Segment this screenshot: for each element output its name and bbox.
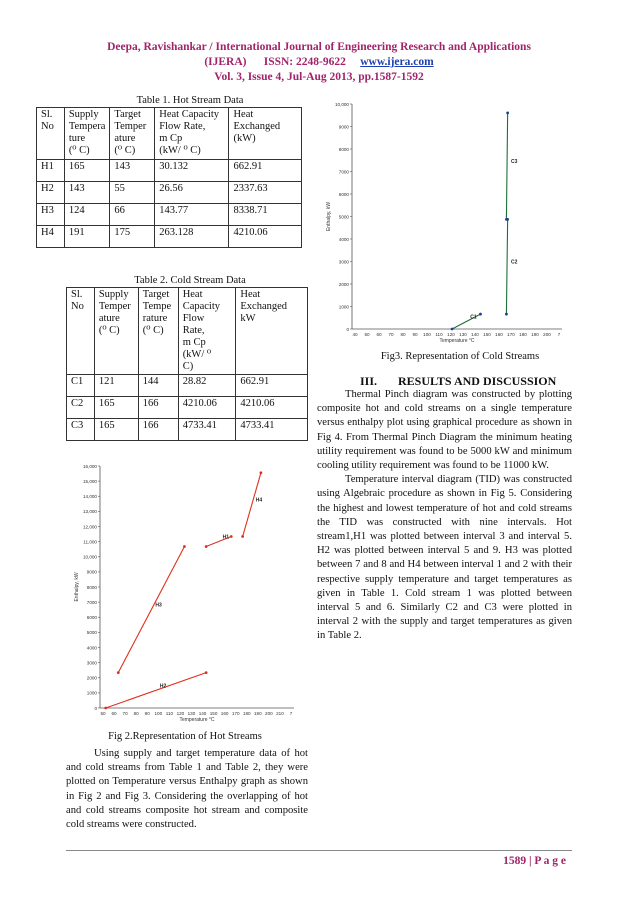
table-cell: 263.128 xyxy=(155,226,229,248)
header-line: Capacity xyxy=(182,301,221,312)
y-tick-label: 6000 xyxy=(86,615,97,621)
y-tick-label: 1000 xyxy=(338,304,349,310)
x-tick-label: 120 xyxy=(176,711,185,716)
header-issn: ISSN: 2248-9622 xyxy=(263,56,346,68)
hot-stream-table xyxy=(36,107,302,248)
table-header-cell xyxy=(67,288,95,375)
series-startpoint-c3 xyxy=(505,218,508,221)
x-tick-label: 90 xyxy=(412,332,418,337)
x-tick-label: 120 xyxy=(447,332,455,337)
table-header-row xyxy=(37,108,302,160)
x-tick-label: 50 xyxy=(100,711,106,716)
x-tick-label: 160 xyxy=(495,332,503,337)
header-line: (kW/ ⁰ C) xyxy=(159,145,201,156)
x-tick-label: 110 xyxy=(165,711,174,716)
header-line: Temper xyxy=(98,301,131,312)
section-number: III. xyxy=(360,374,378,388)
header-line: ture xyxy=(68,133,86,144)
header-line: Heat Capacity xyxy=(159,109,220,120)
table-header-row xyxy=(67,288,308,375)
header-line: Rate, xyxy=(182,325,205,336)
header-line: No xyxy=(71,301,84,312)
x-tick-label: 190 xyxy=(531,332,539,337)
y-tick-label: 10,000 xyxy=(334,101,349,107)
series-endpoint-h2 xyxy=(205,671,208,674)
header-ijera: (IJERA) xyxy=(204,56,247,68)
x-tick-label: 180 xyxy=(519,332,527,337)
series-label: C2 xyxy=(511,259,518,266)
table-cell: 26.56 xyxy=(155,182,229,204)
table-cell: 143 xyxy=(64,182,110,204)
y-tick-label: 16,000 xyxy=(82,463,97,469)
table-header-cell xyxy=(178,288,236,375)
table-cell: 165 xyxy=(94,419,138,441)
table-cell: H1 xyxy=(37,160,65,182)
left-paragraph xyxy=(66,747,308,832)
series-endpoint-c1 xyxy=(479,313,482,316)
series-label: C1 xyxy=(470,314,477,321)
table-cell: 124 xyxy=(64,204,110,226)
x-tick-label: 210 xyxy=(276,711,284,716)
header-line: Target xyxy=(114,109,141,120)
table-cell: 8338.71 xyxy=(229,204,302,226)
header-line: Heat xyxy=(240,289,261,300)
x-tick-label: 160 xyxy=(220,711,229,716)
table-cell: C1 xyxy=(67,375,95,397)
table-cell: 662.91 xyxy=(236,375,308,397)
x-tick-label: 80 xyxy=(400,332,406,337)
series-label: C3 xyxy=(511,159,518,166)
y-tick-label: 10,000 xyxy=(82,554,97,560)
table-cell: 4210.06 xyxy=(236,397,308,419)
header-line: Heat xyxy=(182,289,203,300)
table-header-cell xyxy=(236,288,308,375)
results-paragraph-1: Thermal Pinch diagram was constructed by plotting composite hot and cold streams on a single temperature versus enthalpy plot using graphical procedure as shown in Fig 4. From Thermal Pinch Diagram the minimum heating utility requirement was found to be 5000 kW and minimum cooling utility requirement was found to be 11000 kW. xyxy=(317,389,572,472)
series-endpoint-h3 xyxy=(183,545,186,548)
series-startpoint-c1 xyxy=(451,328,454,331)
table-row xyxy=(67,419,308,441)
series-startpoint-h1 xyxy=(205,545,208,548)
x-tick-label: 190 xyxy=(253,711,262,716)
x-axis-label: Temperature °C xyxy=(439,338,475,344)
series-label: H1 xyxy=(222,534,230,541)
header-line: rature xyxy=(142,313,168,324)
table-cell: 28.82 xyxy=(178,375,236,397)
y-tick-label: 9000 xyxy=(338,124,349,130)
table-cell: 144 xyxy=(138,375,178,397)
header-line: Tempe xyxy=(142,301,172,312)
table-cell: 143 xyxy=(110,160,155,182)
header-line: Exchanged xyxy=(233,121,281,132)
header-line: C) xyxy=(182,361,194,372)
table-cell: 191 xyxy=(64,226,110,248)
table-header-cell xyxy=(94,288,138,375)
header-line-1: Deepa, Ravishankar / International Journal of Engineering Research and Applications xyxy=(107,41,531,53)
table-header-cell xyxy=(64,108,110,160)
y-tick-label: 5000 xyxy=(338,214,349,220)
y-tick-label: 13,000 xyxy=(82,509,97,515)
x-tick-label: 200 xyxy=(265,711,273,716)
cold-streams-chart xyxy=(322,96,570,350)
x-tick-label: 7 xyxy=(289,711,293,716)
series-label: H2 xyxy=(159,683,167,690)
table-cell: 662.91 xyxy=(229,160,302,182)
header-line: (⁰ C) xyxy=(68,145,90,156)
series-line-h3 xyxy=(118,547,184,673)
y-tick-label: 1000 xyxy=(86,690,97,696)
x-tick-label: 60 xyxy=(376,332,382,337)
table-header-cell xyxy=(110,108,155,160)
series-endpoint-h1 xyxy=(230,535,233,538)
header-line: Supply xyxy=(68,109,99,120)
fig3-caption: Fig3. Representation of Cold Streams xyxy=(380,351,540,362)
section-title: RESULTS AND DISCUSSION xyxy=(398,374,557,388)
x-tick-label: 50 xyxy=(364,332,370,337)
y-tick-label: 15,000 xyxy=(82,478,97,484)
y-tick-label: 2000 xyxy=(86,675,97,681)
table-cell: 4733.41 xyxy=(236,419,308,441)
y-tick-label: 6000 xyxy=(338,191,349,197)
table-cell: 55 xyxy=(110,182,155,204)
table-cell: H4 xyxy=(37,226,65,248)
x-tick-label: 90 xyxy=(144,711,150,716)
series-startpoint-c2 xyxy=(505,313,508,316)
header-line: Target xyxy=(142,289,170,300)
x-tick-label: 70 xyxy=(122,711,128,716)
table2-caption: Table 2. Cold Stream Data xyxy=(134,275,246,286)
x-tick-label: 140 xyxy=(198,711,207,716)
footer-divider xyxy=(66,850,572,851)
y-tick-label: 9000 xyxy=(86,569,97,575)
header-line: kW xyxy=(240,313,256,324)
y-tick-label: 5000 xyxy=(86,630,97,636)
results-paragraph-2: Temperature interval diagram (TID) was constructed using Algebraic procedure as shown in Fig 5. Considering the highest and lowest temperature of hot and cold streams the TID was constructed with nine intervals. Hot stream1,H1 was plotted between interval 3 and interval 5. H2 was plotted between interval 5 and 9. H3 was plotted between 7 and 8 and H4 between interval 1 and 2 with their respective supply temperature and target temperatures as given in Table 1. Cold stream 1 was plotted between interval 5 and 6. Similarly C2 and C3 were plotted in interval 2 with the supply and target temperatures as given in Table 2. xyxy=(317,474,572,642)
table-row xyxy=(67,375,308,397)
table-row xyxy=(37,226,302,248)
table-cell: C2 xyxy=(67,397,95,419)
y-tick-label: 8000 xyxy=(86,584,97,590)
header-line: Exchanged xyxy=(240,301,288,312)
table-cell: 165 xyxy=(64,160,110,182)
header-line: No xyxy=(41,121,54,132)
series-line-c3 xyxy=(506,113,507,219)
header-line: (⁰ C) xyxy=(142,325,164,336)
table-cell: H3 xyxy=(37,204,65,226)
x-tick-label: 170 xyxy=(231,711,240,716)
series-line-h4 xyxy=(243,473,261,537)
header-line: m Cp xyxy=(182,337,206,348)
y-tick-label: 4000 xyxy=(86,645,97,651)
x-tick-label: 170 xyxy=(507,332,515,337)
y-tick-label: 11,000 xyxy=(83,539,97,545)
x-tick-label: 150 xyxy=(209,711,218,716)
fig2-caption: Fig 2.Representation of Hot Streams xyxy=(108,731,262,742)
x-tick-label: 70 xyxy=(388,332,394,337)
y-tick-label: 14,000 xyxy=(82,494,97,500)
table-header-cell xyxy=(138,288,178,375)
table-cell: 66 xyxy=(110,204,155,226)
header-line: (kW/ ⁰ xyxy=(182,349,212,360)
series-endpoint-c3 xyxy=(506,111,509,114)
header-line: (⁰ C) xyxy=(114,145,136,156)
hot-streams-chart xyxy=(62,458,302,726)
y-tick-label: 4000 xyxy=(338,236,349,242)
header-line: Heat xyxy=(233,109,254,120)
table-cell: 166 xyxy=(138,419,178,441)
table-cell: 143.77 xyxy=(155,204,229,226)
series-line-h2 xyxy=(106,673,206,708)
header-line: ature xyxy=(98,313,120,324)
header-line: Sl. xyxy=(71,289,83,300)
x-tick-label: 130 xyxy=(459,332,467,337)
table1-caption: Table 1. Hot Stream Data xyxy=(136,95,244,106)
table-cell: 2337.63 xyxy=(229,182,302,204)
table-header-cell xyxy=(37,108,65,160)
y-axis-label: Enthalpy, kW xyxy=(326,201,332,232)
y-tick-label: 7000 xyxy=(338,169,349,175)
y-tick-label: 3000 xyxy=(86,660,97,666)
series-label: H3 xyxy=(155,602,162,609)
table-cell: 165 xyxy=(94,397,138,419)
x-tick-label: 110 xyxy=(435,332,443,337)
table-row xyxy=(37,160,302,182)
y-tick-label: 3000 xyxy=(338,259,349,265)
x-tick-label: 60 xyxy=(111,711,117,716)
table-cell: 4733.41 xyxy=(178,419,236,441)
table-row xyxy=(37,204,302,226)
table-cell: 121 xyxy=(94,375,138,397)
header-line: Tempera xyxy=(68,121,106,132)
header-line: Supply xyxy=(98,289,129,300)
page-footer: 1589 | P a g e xyxy=(503,855,566,867)
table-row xyxy=(37,182,302,204)
x-tick-label: 130 xyxy=(187,711,196,716)
table-cell: C3 xyxy=(67,419,95,441)
y-tick-label: 8000 xyxy=(338,146,349,152)
header-line: Temper xyxy=(114,121,147,132)
header-line: Flow Rate, xyxy=(159,121,206,132)
y-tick-label: 7000 xyxy=(86,599,97,605)
header-line: m Cp xyxy=(159,133,183,144)
journal-header xyxy=(0,40,638,85)
header-line: Sl. xyxy=(41,109,53,120)
table-cell: 4210.06 xyxy=(178,397,236,419)
y-tick-label: 12,000 xyxy=(82,524,97,530)
x-tick-label: 180 xyxy=(242,711,251,716)
table-header-cell xyxy=(229,108,302,160)
x-tick-label: 200 xyxy=(543,332,551,337)
series-startpoint-h2 xyxy=(104,707,107,710)
series-startpoint-h3 xyxy=(117,671,120,674)
series-line-c2 xyxy=(506,219,507,314)
header-line: (kW) xyxy=(233,133,256,144)
x-tick-label: 100 xyxy=(423,332,431,337)
header-line: ature xyxy=(114,133,136,144)
table-cell: 175 xyxy=(110,226,155,248)
table-cell: 4210.06 xyxy=(229,226,302,248)
series-label: H4 xyxy=(255,497,263,504)
header-line: (⁰ C) xyxy=(98,325,120,336)
header-line-2 xyxy=(0,55,638,70)
right-column-text xyxy=(317,388,572,644)
table-cell: H2 xyxy=(37,182,65,204)
x-tick-label: 100 xyxy=(154,711,163,716)
x-tick-label: 80 xyxy=(133,711,139,716)
table-header-cell xyxy=(155,108,229,160)
series-endpoint-h4 xyxy=(260,471,263,474)
table-cell: 166 xyxy=(138,397,178,419)
x-tick-label: 40 xyxy=(352,332,358,337)
section-heading xyxy=(360,374,556,389)
y-tick-label: 0 xyxy=(94,705,97,711)
header-line: Flow xyxy=(182,313,205,324)
header-url-link[interactable]: www.ijera.com xyxy=(360,56,434,68)
x-tick-label: 150 xyxy=(483,332,491,337)
y-tick-label: 2000 xyxy=(338,281,349,287)
x-axis-label: Temperature °C xyxy=(179,717,215,723)
left-paragraph-text: Using supply and target temperature data of hot and cold streams from Table 1 and Table 2, they were plotted on Temperature versus Enthalpy graph as shown in Fig 2 and Fig 3. Considering the overlapping of hot and cold streams composite hot stream and composite cold streams were constructed. xyxy=(66,748,308,831)
header-line-3: Vol. 3, Issue 4, Jul-Aug 2013, pp.1587-1592 xyxy=(214,71,424,83)
table-cell: 30.132 xyxy=(155,160,229,182)
series-startpoint-h4 xyxy=(241,535,244,538)
y-axis-label: Enthalpy, kW xyxy=(74,572,80,602)
x-tick-label: 7 xyxy=(557,332,561,337)
cold-stream-table xyxy=(66,287,308,441)
x-tick-label: 140 xyxy=(471,332,479,337)
y-tick-label: 0 xyxy=(346,326,349,332)
table-row xyxy=(67,397,308,419)
